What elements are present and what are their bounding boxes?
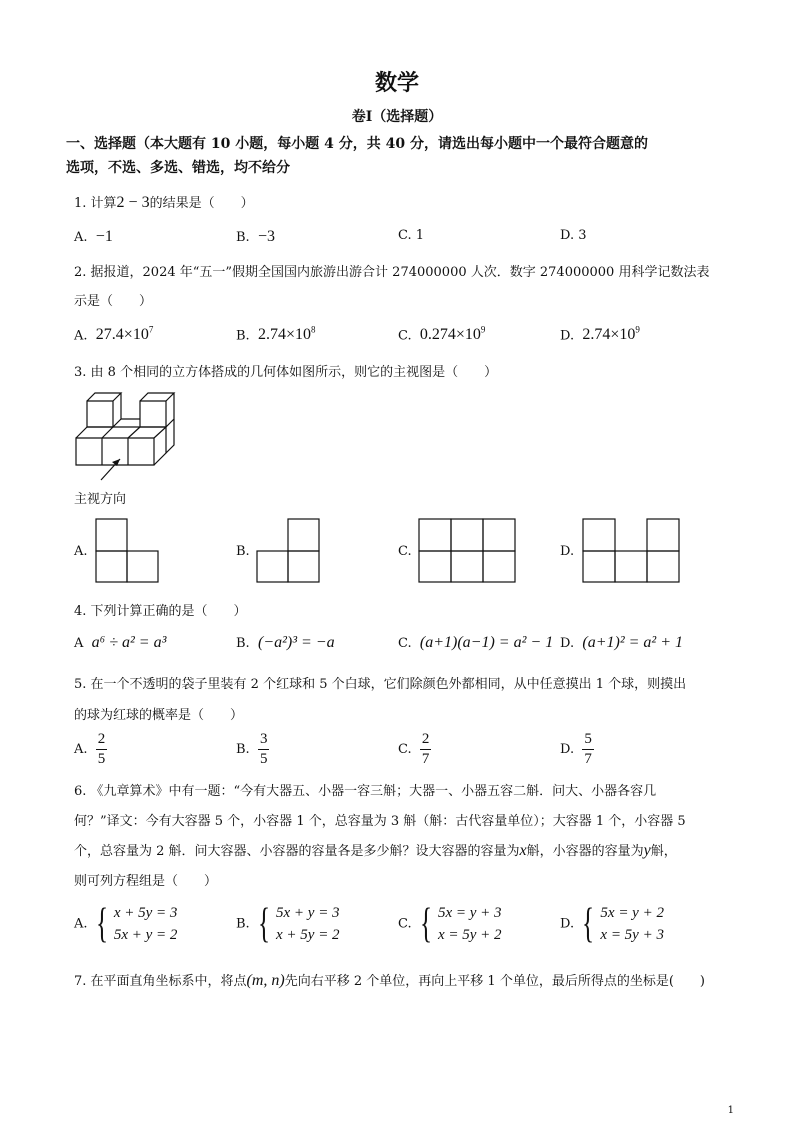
question-7: 7. 在平面直角坐标系中，将点(m, n)先向右平移 2 个单位，再向上平移 1 个单位，最后所得点的坐标是( )	[74, 972, 705, 989]
section-heading-line2: 选项，不选、多选、错选，均不给分	[66, 160, 290, 176]
q2-option-b[interactable]: B. $2.74\times 10^8$	[236, 325, 316, 344]
question-3: 3. 由 8 个相同的立方体搭成的几何体如图所示，则它的主视图是（ ）	[74, 365, 498, 380]
q3-cube-figure	[74, 388, 184, 488]
q2-option-d[interactable]: D. $2.74\times 10^9$	[560, 325, 640, 344]
q1-option-c[interactable]: C. 1	[398, 228, 425, 243]
question-2-line1: 2. 据报道，2024 年“五一”假期全国国内旅游出游合计 274000000 人次．数字 274000000 用科学记数法表	[74, 265, 710, 280]
q3-option-a[interactable]: A.	[74, 544, 88, 559]
q5-option-b[interactable]: B. $\frac{3}{5}$	[236, 731, 268, 767]
question-4: 4. 下列计算正确的是（ ）	[74, 604, 247, 619]
q4-option-a[interactable]: A a⁶ ÷ a² = a³	[74, 634, 167, 651]
question-2-line2: 示是（ ）	[74, 294, 153, 309]
question-6-line4: 则可列方程组是（ ）	[74, 874, 218, 889]
q3-figure-caption: 主视方向	[74, 492, 127, 507]
question-5-line1: 5. 在一个不透明的袋子里装有 2 个红球和 5 个白球，它们除颜色外都相同，从中任意摸出 1 个球，则摸出	[74, 677, 687, 692]
q2-option-a[interactable]: A. $27.4\times 10^7$	[74, 325, 154, 344]
q3-option-a-figure[interactable]	[95, 518, 160, 583]
question-1	[74, 192, 254, 212]
q4-option-b[interactable]: B. (−a²)³ = −a	[236, 634, 335, 651]
q4-option-c[interactable]: C. (a+1)(a−1) = a² − 1	[398, 634, 554, 651]
q1-option-d[interactable]: D. 3	[560, 228, 587, 243]
q1-option-b[interactable]: B. −3	[236, 228, 275, 245]
q3-option-c[interactable]: C.	[398, 544, 412, 559]
question-1-prefix: 1. 计算	[74, 196, 117, 211]
q1-option-a[interactable]: A. −1	[74, 228, 113, 245]
q3-option-b-figure[interactable]	[256, 518, 321, 583]
q3-option-d-figure[interactable]	[582, 518, 680, 583]
q6-option-b[interactable]: B. { 5x + y = 3 x + 5y = 2	[236, 901, 340, 947]
paper-subtitle: 卷Ⅰ（选择题）	[351, 109, 443, 125]
question-6-line2: 何？”译文：今有大容器 5 个，小容器 1 个，总容量为 3 斛（斛：古代容量单位）；大容器 1 个，小容器 5	[74, 814, 686, 829]
q6-option-a[interactable]: A. { x + 5y = 3 5x + y = 2	[74, 901, 178, 947]
question-5-line2: 的球为红球的概率是（ ）	[74, 708, 244, 723]
q3-option-b[interactable]: B.	[236, 544, 250, 559]
q4-option-d[interactable]: D. (a+1)² = a² + 1	[560, 634, 683, 651]
section-heading-line1: 一、选择题（本大题有 10 小题，每小题 4 分，共 40 分，请选出每小题中一个最符合题意的	[66, 136, 648, 152]
question-1-suffix: 的结果是（ ）	[149, 196, 254, 211]
q3-option-c-figure[interactable]	[418, 518, 516, 583]
q6-option-c[interactable]: C. { 5x = y + 3 x = 5y + 2	[398, 901, 502, 947]
q5-option-c[interactable]: C. $\frac{2}{7}$	[398, 731, 430, 767]
q3-option-d[interactable]: D.	[560, 544, 575, 559]
q6-option-d[interactable]: D. { 5x = y + 2 x = 5y + 3	[560, 901, 664, 947]
q5-option-d[interactable]: D. $\frac{5}{7}$	[560, 731, 592, 767]
question-6-line1: 6. 《九章算术》中有一题：“今有大器五、小器一容三斛；大器一、小器五容二斛．问大、小器各容几	[74, 784, 657, 799]
q5-option-a[interactable]: A. $\frac{2}{5}$	[74, 731, 106, 767]
question-1-expression: 2 − 3	[116, 194, 150, 211]
page-number: 1	[727, 1105, 734, 1116]
question-6-line3: 个，总容量为 2 斛．问大容器、小容器的容量各是多少斛？设大容器的容量为x斛，小容器的容量为y斛，	[74, 842, 677, 859]
page-title: 数学	[374, 70, 419, 96]
q2-option-c[interactable]: C. $0.274\times 10^9$	[398, 325, 486, 344]
